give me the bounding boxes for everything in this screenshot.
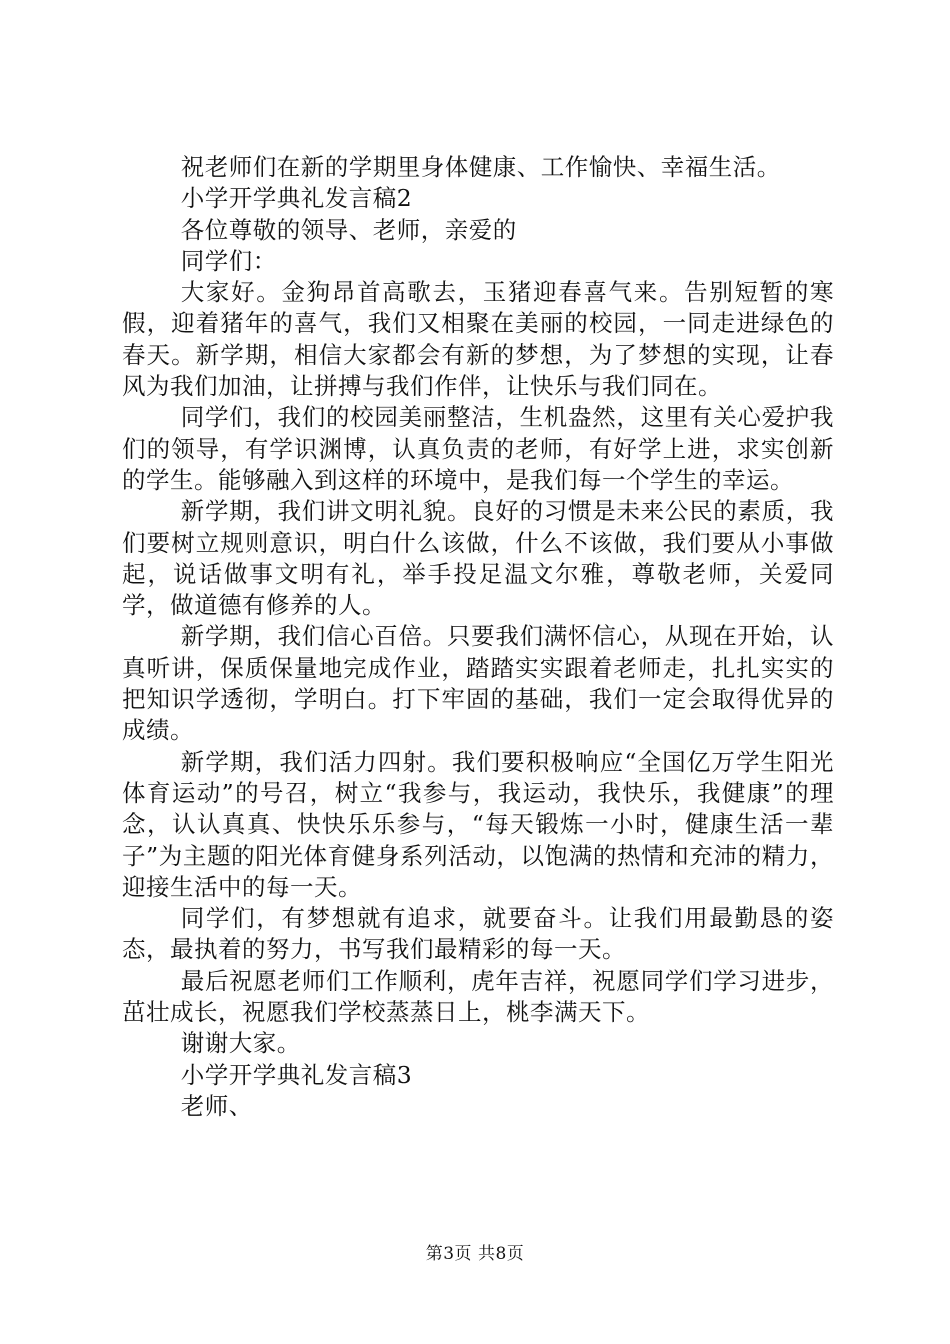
paragraph: 最后祝愿老师们工作顺利，虎年吉祥，祝愿同学们学习进步，茁壮成长，祝愿我们学校蒸蒸日上，桃李满天下。 [122,966,834,1027]
section-heading: 小学开学典礼发言稿2 [180,184,413,213]
paragraph: 祝老师们在新的学期里身体健康、工作愉快、幸福生活。 [180,153,781,181]
paragraph: 新学期，我们讲文明礼貌。良好的习惯是未来公民的素质，我们要树立规则意识，明白什么该做，什么不该做，我们要从小事做起，说话做事文明有礼，举手投足温文尔雅，尊敬老师，关爱同学，做道德有修养的人。 [122,497,834,620]
section-heading: 小学开学典礼发言稿3 [180,1060,413,1089]
paragraph: 各位尊敬的领导、老师，亲爱的 [180,215,517,244]
paragraph: 谢谢大家。 [180,1029,301,1058]
paragraph: 同学们，我们的校园美丽整洁，生机盎然，这里有关心爱护我们的领导，有学识渊博，认真负责的老师，有好学上进，求实创新的学生。能够融入到这样的环境中，是我们每一个学生的幸运。 [122,403,834,494]
paragraph: 新学期，我们活力四射。我们要积极响应“全国亿万学生阳光体育运动”的号召，树立“我参与，我运动，我快乐，我健康”的理念，认认真真、快快乐乐参与，“每天锻炼一小时，健康生活一辈子”为主题的阳光体育健身系列活动，以饱满的热情和充沛的精力，迎接生活中的每一天。 [122,747,834,901]
page-number-footer: 第3页 共8页 [425,1244,525,1264]
paragraph: 同学们，有梦想就有追求，就要奋斗。让我们用最勤恳的姿态，最执着的努力，书写我们最精彩的每一天。 [122,904,834,964]
paragraph: 老师、 [180,1091,253,1120]
paragraph: 新学期，我们信心百倍。只要我们满怀信心，从现在开始，认真听讲，保质保量地完成作业，踏踏实实跟着老师走，扎扎实实的把知识学透彻，学明白。打下牢固的基础，我们一定会取得优异的成绩。 [122,622,834,745]
paragraph: 同学们： [180,246,277,275]
document-body [122,152,834,1122]
paragraph: 大家好。金狗昂首高歌去，玉猪迎春喜气来。告别短暂的寒假，迎着猪年的喜气，我们又相聚在美丽的校园，一同走进绿色的春天。新学期，相信大家都会有新的梦想，为了梦想的实现，让春风为我们加油，让拼搏与我们作伴，让快乐与我们同在。 [122,278,834,401]
